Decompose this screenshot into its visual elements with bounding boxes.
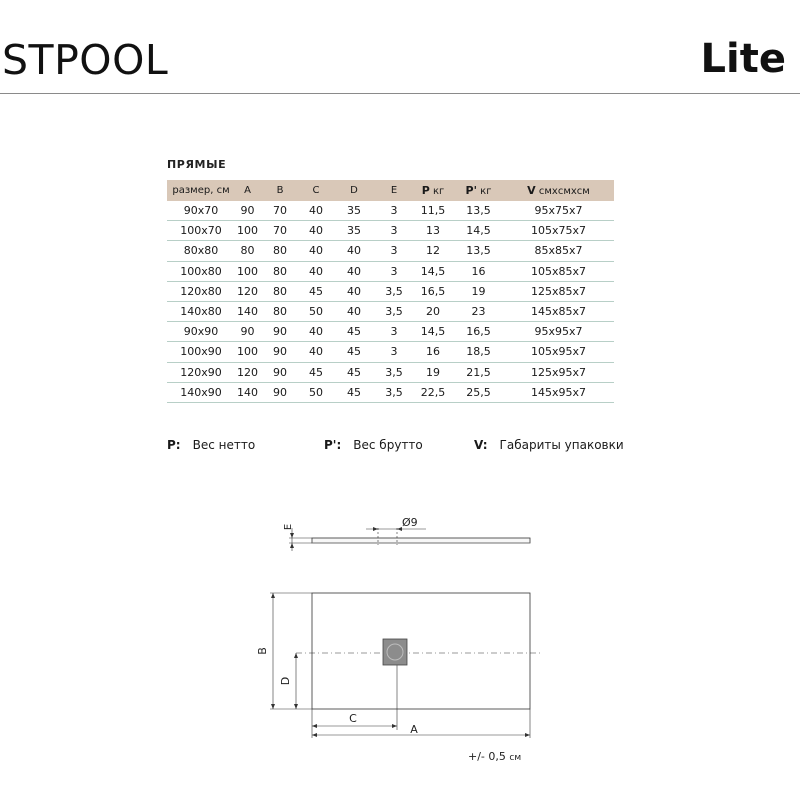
table-cell: 3 bbox=[376, 221, 412, 241]
label-b: B bbox=[256, 647, 269, 655]
section-title: ПРЯМЫЕ bbox=[167, 158, 227, 171]
table-cell: 105x85x7 bbox=[503, 261, 614, 281]
table-cell: 45 bbox=[332, 382, 376, 402]
table-cell: 140x90 bbox=[167, 382, 235, 402]
legend-text: Вес нетто bbox=[192, 438, 256, 452]
legend-key: P': bbox=[324, 438, 342, 452]
table-cell: 19 bbox=[412, 362, 454, 382]
column-header-main: D bbox=[350, 185, 358, 196]
table-cell: 40 bbox=[332, 241, 376, 261]
tolerance-unit: см bbox=[509, 753, 522, 763]
table-cell: 45 bbox=[332, 342, 376, 362]
table-cell: 145x95x7 bbox=[503, 382, 614, 402]
label-a: A bbox=[410, 723, 418, 736]
table-cell: 40 bbox=[300, 322, 332, 342]
legend-key: V: bbox=[474, 438, 488, 452]
table-cell: 23 bbox=[454, 301, 503, 321]
drain-grate bbox=[383, 639, 407, 665]
table-cell: 45 bbox=[300, 281, 332, 301]
table-cell: 100 bbox=[235, 261, 260, 281]
column-header-main: B bbox=[276, 185, 284, 196]
table-cell: 45 bbox=[332, 322, 376, 342]
table-cell: 90 bbox=[260, 322, 300, 342]
column-header-main: C bbox=[312, 185, 320, 196]
table-cell: 90x70 bbox=[167, 201, 235, 221]
table-cell: 11,5 bbox=[412, 201, 454, 221]
column-header-unit: смхсмхсм bbox=[538, 186, 590, 197]
tray-outline bbox=[312, 593, 530, 709]
table-cell: 21,5 bbox=[454, 362, 503, 382]
table-cell: 16,5 bbox=[412, 281, 454, 301]
column-header-main: V bbox=[527, 184, 536, 197]
table-cell: 16 bbox=[454, 261, 503, 281]
column-header-main: P' bbox=[465, 184, 477, 197]
table-cell: 90 bbox=[260, 382, 300, 402]
column-header-main: размер, см bbox=[172, 185, 230, 196]
table-cell: 70 bbox=[260, 221, 300, 241]
table-cell: 90 bbox=[235, 201, 260, 221]
table-cell: 100x70 bbox=[167, 221, 235, 241]
table-cell: 35 bbox=[332, 201, 376, 221]
table-cell: 3,5 bbox=[376, 281, 412, 301]
brand-logo: STPOOL bbox=[2, 36, 169, 84]
table-cell: 20 bbox=[412, 301, 454, 321]
table-cell: 3 bbox=[376, 322, 412, 342]
table-cell: 13 bbox=[412, 221, 454, 241]
table-cell: 25,5 bbox=[454, 382, 503, 402]
table-cell: 14,5 bbox=[412, 322, 454, 342]
table-cell: 16,5 bbox=[454, 322, 503, 342]
table-cell: 80 bbox=[260, 281, 300, 301]
table-cell: 90 bbox=[260, 342, 300, 362]
legend-text: Габариты упаковки bbox=[499, 438, 624, 452]
table-cell: 3 bbox=[376, 241, 412, 261]
table-cell: 35 bbox=[332, 221, 376, 241]
table-cell: 3,5 bbox=[376, 301, 412, 321]
tolerance-value: +/- 0,5 bbox=[468, 750, 506, 763]
table-cell: 145x85x7 bbox=[503, 301, 614, 321]
table-cell: 120x90 bbox=[167, 362, 235, 382]
column-header-unit: кг bbox=[480, 186, 492, 197]
table-cell: 40 bbox=[300, 261, 332, 281]
column-header-main: P bbox=[421, 184, 430, 197]
table-cell: 13,5 bbox=[454, 201, 503, 221]
table-cell: 85x85x7 bbox=[503, 241, 614, 261]
table-cell: 19 bbox=[454, 281, 503, 301]
table-cell: 100x80 bbox=[167, 261, 235, 281]
table-cell: 100x90 bbox=[167, 342, 235, 362]
tolerance-note bbox=[468, 750, 521, 763]
label-c: C bbox=[349, 712, 357, 725]
table-cell: 14,5 bbox=[454, 221, 503, 241]
table-cell: 100 bbox=[235, 221, 260, 241]
table-cell: 120 bbox=[235, 362, 260, 382]
side-view bbox=[289, 527, 530, 551]
label-d: D bbox=[279, 676, 292, 686]
table-cell: 40 bbox=[332, 281, 376, 301]
table-cell: 105x95x7 bbox=[503, 342, 614, 362]
table-cell: 140 bbox=[235, 382, 260, 402]
table-cell: 3,5 bbox=[376, 362, 412, 382]
top-view bbox=[270, 593, 542, 738]
table-cell: 40 bbox=[300, 342, 332, 362]
label-d9: Ø9 bbox=[402, 516, 418, 529]
table-cell: 3 bbox=[376, 201, 412, 221]
table-cell: 105x75x7 bbox=[503, 221, 614, 241]
table-cell: 80x80 bbox=[167, 241, 235, 261]
table-cell: 120x80 bbox=[167, 281, 235, 301]
table-cell: 70 bbox=[260, 201, 300, 221]
table-cell: 40 bbox=[332, 301, 376, 321]
table-cell: 40 bbox=[332, 261, 376, 281]
table-cell: 40 bbox=[300, 221, 332, 241]
table-cell: 140 bbox=[235, 301, 260, 321]
table-cell: 90 bbox=[235, 322, 260, 342]
table-cell: 45 bbox=[300, 362, 332, 382]
table-cell: 80 bbox=[260, 261, 300, 281]
table-cell: 90x90 bbox=[167, 322, 235, 342]
table-cell: 18,5 bbox=[454, 342, 503, 362]
table-cell: 40 bbox=[300, 241, 332, 261]
table-cell: 40 bbox=[300, 201, 332, 221]
table-cell: 80 bbox=[260, 301, 300, 321]
table-cell: 50 bbox=[300, 382, 332, 402]
column-header-main: E bbox=[390, 185, 398, 196]
legend-key: P: bbox=[167, 438, 181, 452]
column-header-main: A bbox=[244, 185, 251, 196]
column-header-unit: кг bbox=[432, 186, 445, 197]
tray-profile bbox=[312, 538, 530, 543]
table-cell: 95x75x7 bbox=[503, 201, 614, 221]
table-cell: 140x80 bbox=[167, 301, 235, 321]
table-cell: 22,5 bbox=[412, 382, 454, 402]
legend-text: Вес брутто bbox=[353, 438, 423, 452]
table-cell: 80 bbox=[260, 241, 300, 261]
table-cell: 3 bbox=[376, 261, 412, 281]
series-name: Lite bbox=[700, 36, 786, 82]
table-cell: 100 bbox=[235, 342, 260, 362]
table-cell: 14,5 bbox=[412, 261, 454, 281]
table-cell: 95x95x7 bbox=[503, 322, 614, 342]
table-cell: 16 bbox=[412, 342, 454, 362]
table-cell: 3 bbox=[376, 342, 412, 362]
table-cell: 3,5 bbox=[376, 382, 412, 402]
table-cell: 50 bbox=[300, 301, 332, 321]
table-cell: 45 bbox=[332, 362, 376, 382]
table-cell: 12 bbox=[412, 241, 454, 261]
table-cell: 80 bbox=[235, 241, 260, 261]
table-cell: 125x85x7 bbox=[503, 281, 614, 301]
table-cell: 13,5 bbox=[454, 241, 503, 261]
table-cell: 90 bbox=[260, 362, 300, 382]
table-cell: 120 bbox=[235, 281, 260, 301]
label-e: E bbox=[283, 523, 294, 531]
table-cell: 125x95x7 bbox=[503, 362, 614, 382]
